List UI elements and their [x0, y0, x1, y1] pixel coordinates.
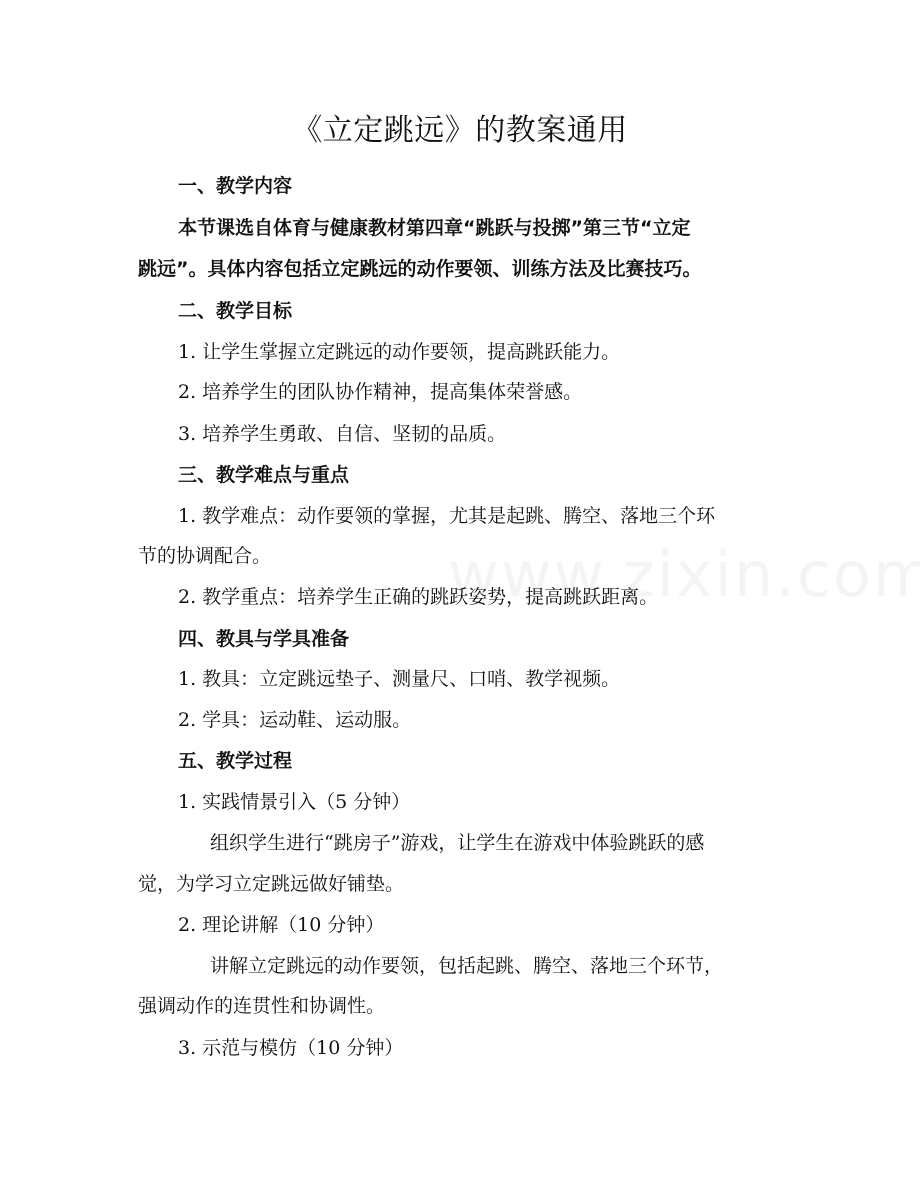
section-heading-objectives: 二、教学目标 — [178, 300, 293, 322]
paragraph-line: 节的协调配合。 — [138, 545, 272, 567]
list-item: 1. 教具：立定跳远垫子、测量尺、口哨、教学视频。 — [178, 668, 621, 690]
list-item: 2. 培养学生的团队协作精神，提高集体荣誉感。 — [178, 381, 583, 403]
list-item: 2. 学具：运动鞋、运动服。 — [178, 709, 412, 731]
paragraph-line: 组织学生进行“跳房子”游戏，让学生在游戏中体验跳跃的感 — [210, 832, 705, 854]
paragraph-line: 跳远”。具体内容包括立定跳远的动作要领、训练方法及比赛技巧。 — [138, 258, 702, 280]
section-heading-difficulties: 三、教学难点与重点 — [178, 464, 350, 486]
paragraph-line: 本节课选自体育与健康教材第四章“跳跃与投掷”第三节“立定 — [178, 217, 691, 239]
section-heading-process: 五、教学过程 — [178, 750, 293, 772]
list-item: 1. 实践情景引入（5 分钟） — [178, 791, 411, 813]
list-item: 1. 教学难点：动作要领的掌握，尤其是起跳、腾空、落地三个环 — [178, 505, 716, 527]
list-item: 2. 理论讲解（10 分钟） — [178, 914, 385, 936]
document-title: 《立定跳远》的教案通用 — [292, 113, 628, 148]
list-item: 1. 让学生掌握立定跳远的动作要领，提高跳跃能力。 — [178, 341, 621, 363]
list-item: 2. 教学重点：培养学生正确的跳跃姿势，提高跳跃距离。 — [178, 586, 659, 608]
section-heading-content: 一、教学内容 — [178, 175, 293, 197]
paragraph-line: 强调动作的连贯性和协调性。 — [138, 995, 386, 1017]
list-item: 3. 示范与模仿（10 分钟） — [178, 1037, 404, 1059]
section-heading-materials: 四、教具与学具准备 — [178, 628, 350, 650]
list-item: 3. 培养学生勇敢、自信、坚韧的品质。 — [178, 423, 507, 445]
paragraph-line: 觉，为学习立定跳远做好铺垫。 — [138, 873, 405, 895]
paragraph-line: 讲解立定跳远的动作要领，包括起跳、腾空、落地三个环节， — [210, 955, 724, 977]
